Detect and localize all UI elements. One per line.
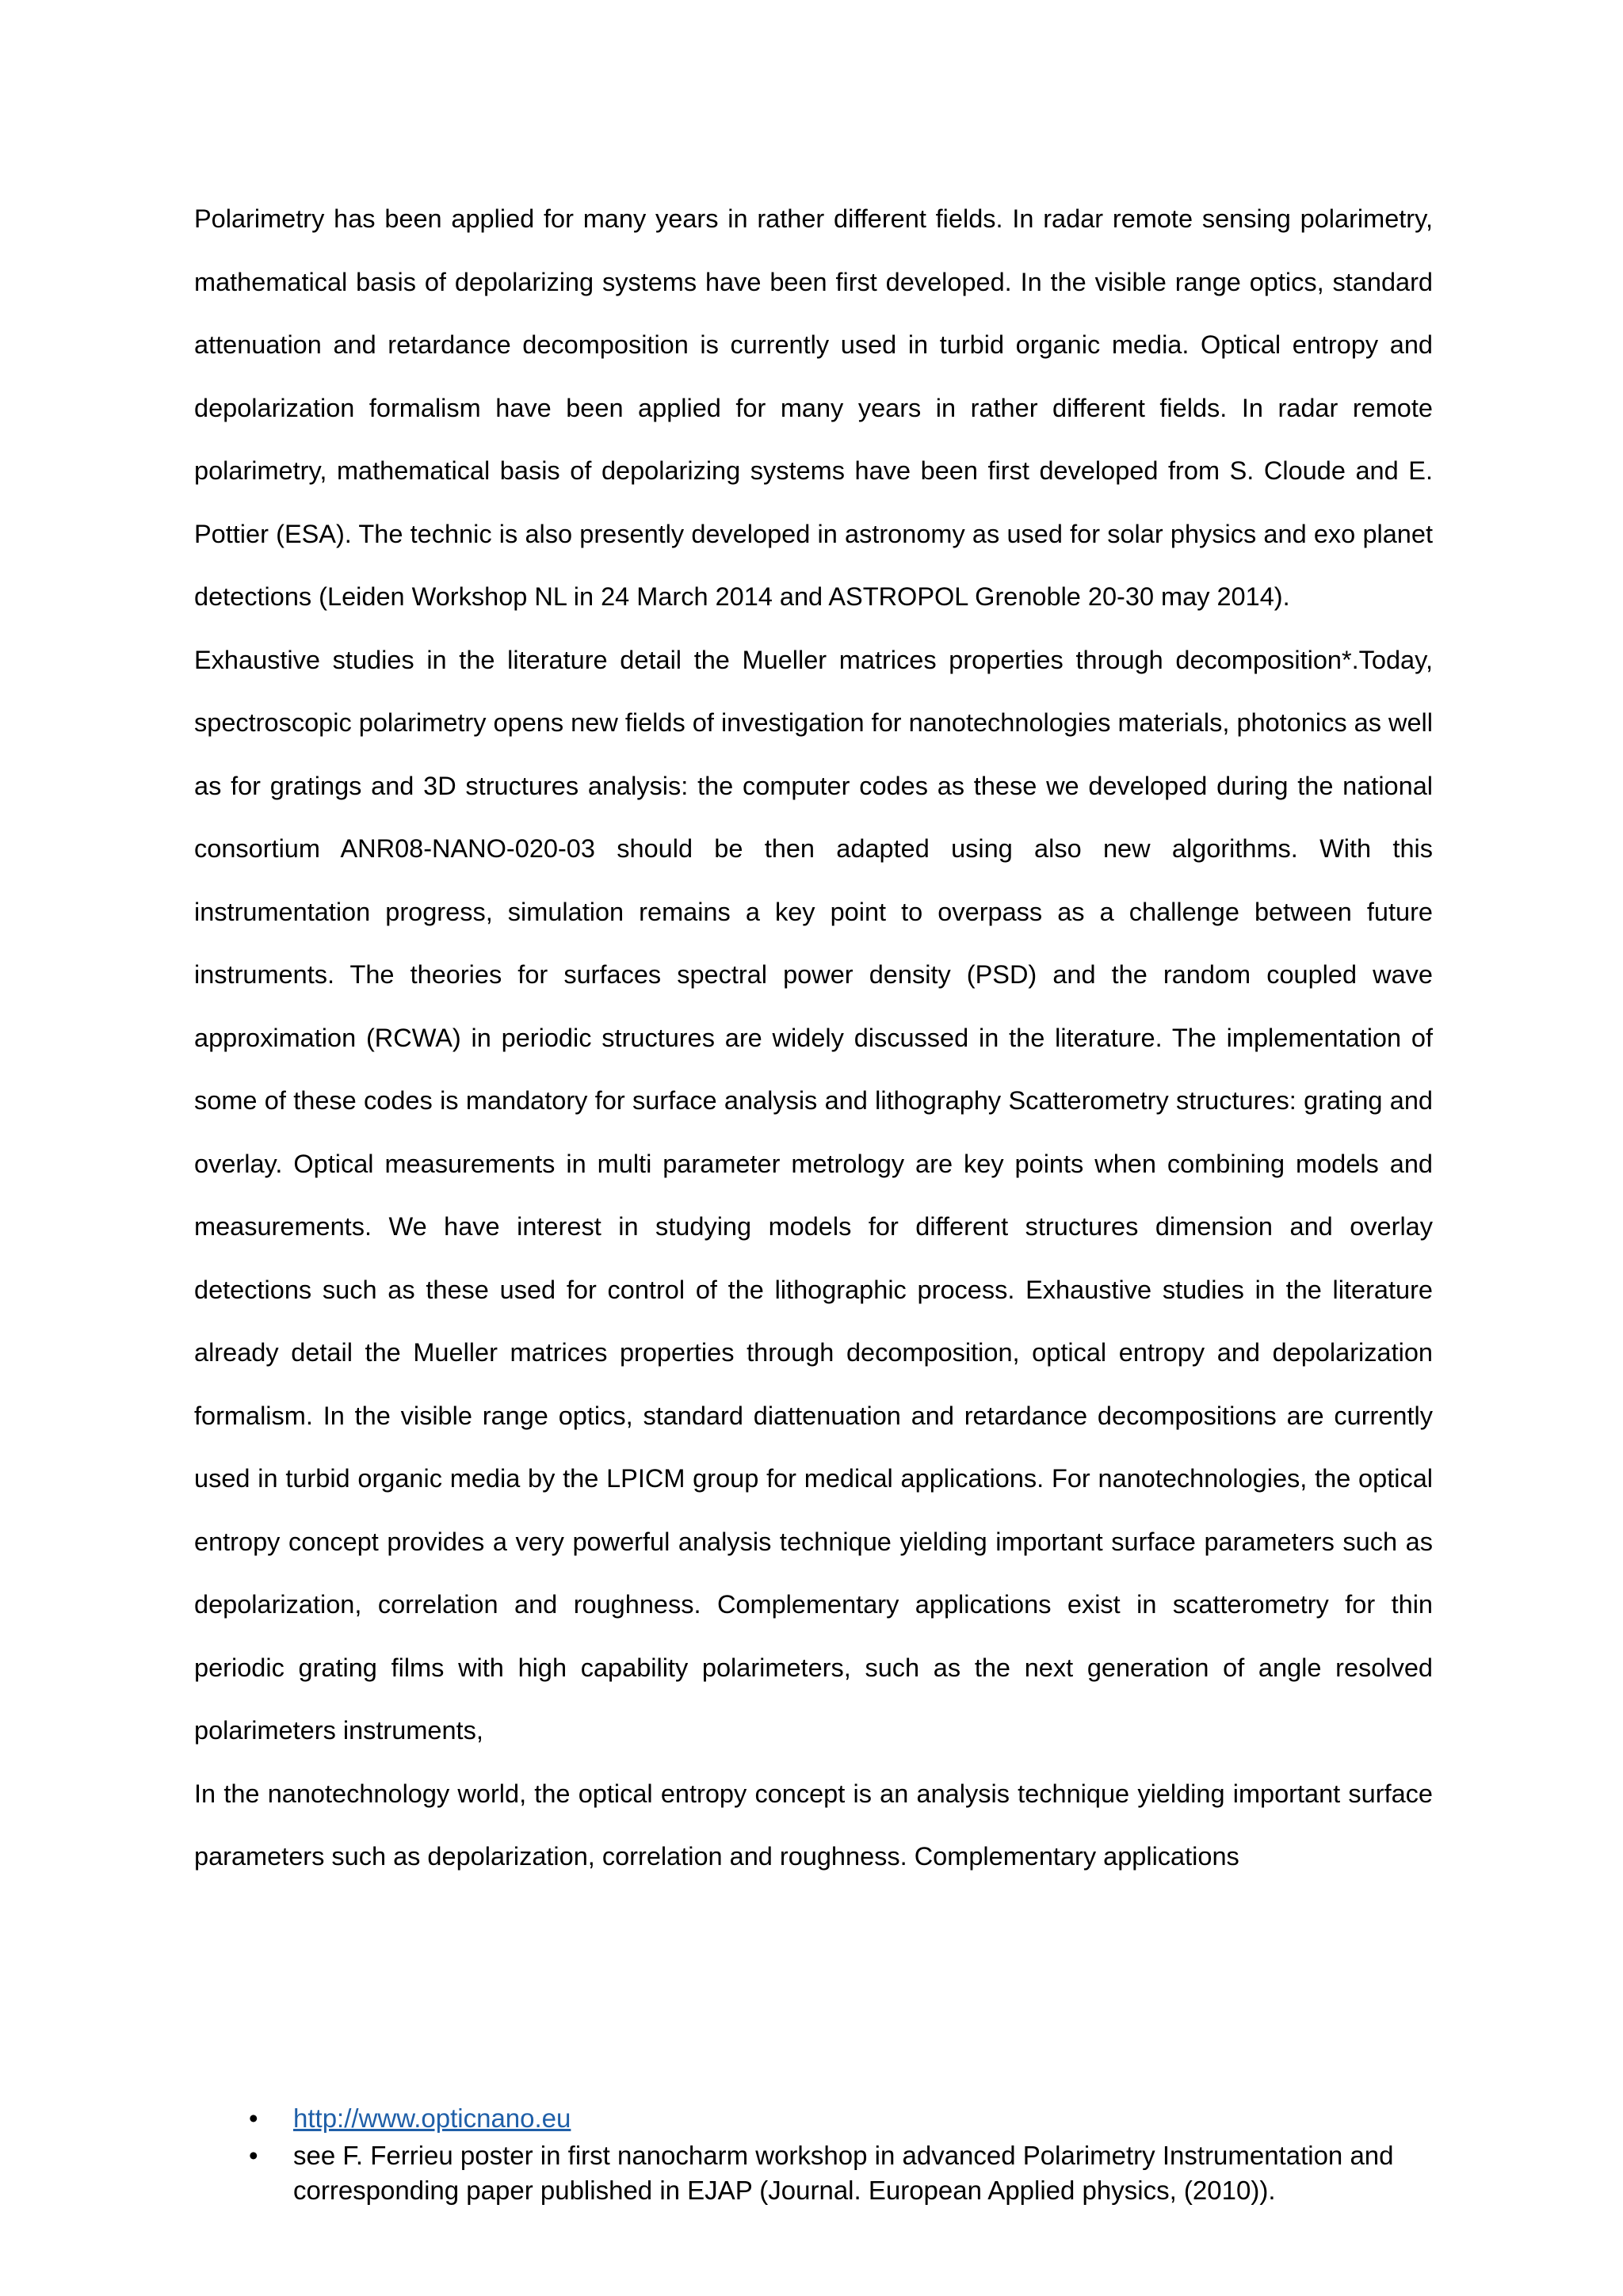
opticnano-link[interactable]: http://www.opticnano.eu — [293, 2103, 571, 2133]
footnote-reference-text: see F. Ferrieu poster in first nanocharm workshop in advanced Polarimetry Instrumentation and corresponding paper published in EJAP (Journal. European Applied physics, (2010)). — [293, 2141, 1394, 2205]
footnote-item-reference — [238, 2138, 1433, 2208]
bullet-icon: • — [249, 2103, 258, 2133]
paragraph-polarimetry-intro: Polarimetry has been applied for many years in rather different fields. In radar remote sensing polarimetry, mathematical basis of depolarizing systems have been first developed. In the visible range optics, standard attenuation and retardance decomposition is currently used in turbid organic media. Optical entropy and depolarization formalism have been applied for many years in rather different fields. In radar remote polarimetry, mathematical basis of depolarizing systems have been first developed from S. Cloude and E. Pottier (ESA). The technic is also presently developed in astronomy as used for solar physics and exo planet detections (Leiden Workshop NL in 24 March 2014 and ASTROPOL Grenoble 20-30 may 2014). — [194, 204, 1433, 611]
bullet-icon: • — [249, 2141, 258, 2170]
footnotes-list — [238, 2101, 1433, 2210]
paragraph-exhaustive-studies: Exhaustive studies in the literature detail the Mueller matrices properties through decomposition*.Today, spectroscopic polarimetry opens new fields of investigation for nanotechnologies materials, photonics as well as for gratings and 3D structures analysis: the computer codes as these we developed during the national consortium ANR08-NANO-020-03 should be then adapted using also new algorithms. With this instrumentation progress, simulation remains a key point to overpass as a challenge between future instruments. The theories for surfaces spectral power density (PSD) and the random coupled wave approximation (RCWA) in periodic structures are widely discussed in the literature. The implementation of some of these codes is mandatory for surface analysis and lithography Scatterometry structures: grating and overlay. Optical measurements in multi parameter metrology are key points when combining models and measurements. We have interest in studying models for different structures dimension and overlay detections such as these used for control of the lithographic process. Exhaustive studies in the literature already detail the Mueller matrices properties through decomposition, optical entropy and depolarization formalism. In the visible range optics, standard diattenuation and retardance decompositions are currently used in turbid organic media by the LPICM group for medical applications. For nanotechnologies, the optical entropy concept provides a very powerful analysis technique yielding important surface parameters such as depolarization, correlation and roughness. Complementary applications exist in scatterometry for thin periodic grating films with high capability polarimeters, such as the next generation of angle resolved polarimeters instruments, — [194, 645, 1433, 1745]
body-text — [194, 188, 1433, 1889]
paragraph-nanotechnology-world: In the nanotechnology world, the optical entropy concept is an analysis technique yielding important surface parameters such as depolarization, correlation and roughness. Complementary applications — [194, 1779, 1433, 1871]
footnote-item-link — [238, 2101, 1433, 2136]
